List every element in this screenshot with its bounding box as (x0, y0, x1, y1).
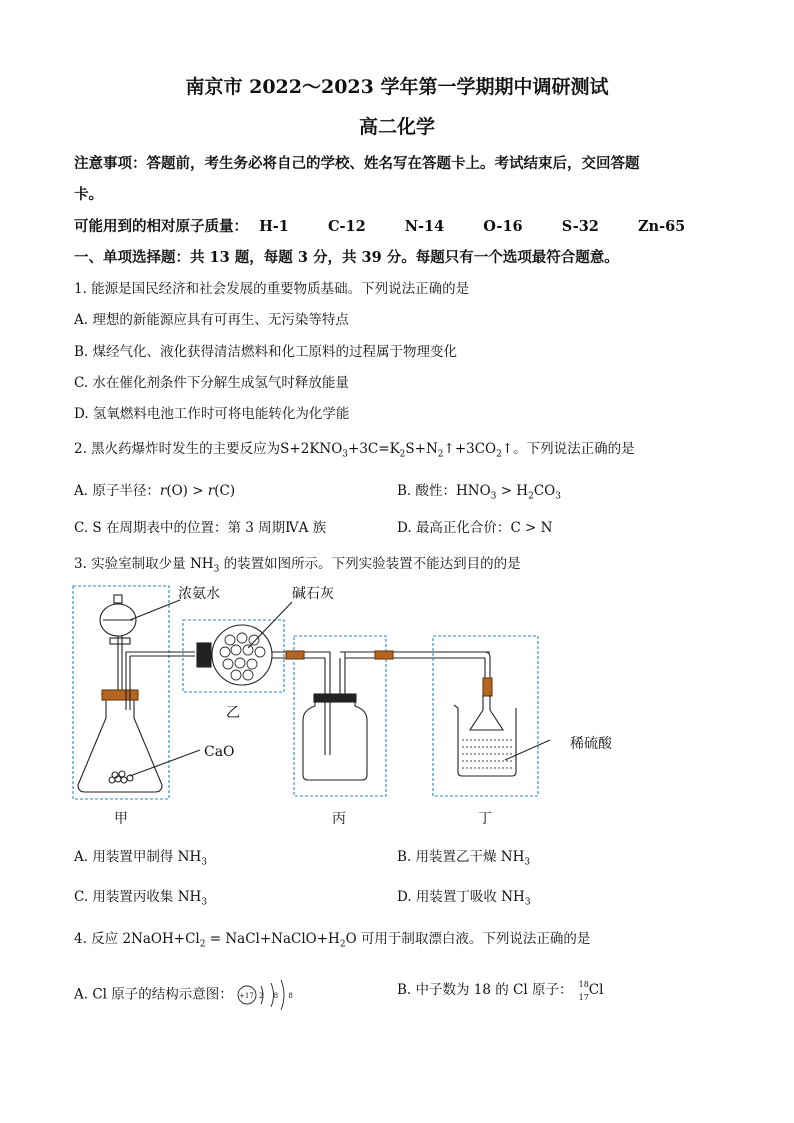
q2-option-c: C. S 在周期表中的位置：第 3 周期ⅣA 族 (74, 520, 327, 536)
label-yi: 乙 (226, 705, 240, 721)
q2-option-d-value: C > N (510, 520, 553, 536)
notice-line-2: 卡。 (74, 186, 103, 203)
atom-structure-icon (237, 978, 301, 1012)
chlorine-isotope (577, 979, 589, 1002)
q2-option-d-label: D. 最高正化合价： (397, 520, 511, 536)
q3-option-c (74, 885, 207, 908)
q2-stem (74, 437, 635, 460)
q2-option-b (397, 479, 561, 502)
q3-stem (74, 552, 521, 575)
q2-equation: $S+2KNO_3+3C=K_2S+N_2↑+3CO_2↑$ (280, 441, 514, 460)
q4-option-a (74, 978, 301, 1012)
q2-option-b-formula: $HNO_3 > H_2CO_3$ (456, 483, 561, 502)
q1-option-a: A. 理想的新能源应具有可再生、无污染等特点 (74, 312, 349, 328)
isotope-number: 17 (578, 992, 589, 1002)
collection-bottle (303, 700, 367, 780)
atomic-masses-label: 可能用到的相对原子质量： (74, 218, 248, 235)
mass-item: C-12 (327, 218, 366, 235)
label-ding: 丁 (478, 811, 492, 827)
label-bing: 丙 (332, 811, 346, 827)
mass-item: Zn-65 (637, 218, 686, 235)
q3-option-b (397, 845, 530, 868)
q4-option-b-label: B. 中子数为 18 的 Cl 原子： (397, 982, 573, 998)
q2-option-a-formula: r(O) > r(C) (159, 483, 236, 499)
isotope-symbol: Cl (588, 982, 604, 998)
label-cao: CaO (204, 744, 235, 760)
q3-option-d-text: D. 用装置丁吸收 (397, 889, 497, 905)
q4-option-b (397, 978, 604, 1002)
q2-option-d (397, 516, 552, 536)
mass-item: H-1 (259, 218, 289, 235)
mass-item: O-16 (483, 218, 523, 235)
q3-option-d-formula: $NH_3$ (496, 889, 531, 908)
atomic-masses (74, 215, 719, 236)
q3-option-c-text: C. 用装置丙收集 (74, 889, 174, 905)
section-heading: 一、单项选择题：共 13 题，每题 3 分，共 39 分。每题只有一个选项最符合题意。 (74, 249, 619, 266)
q3-option-b-formula: $NH_3$ (496, 849, 531, 868)
q3-option-a (74, 845, 207, 868)
page-subtitle: 高二化学 (358, 116, 435, 138)
label-soda-lime: 碱石灰 (292, 586, 334, 602)
label-ammonia: 浓氨水 (178, 586, 220, 602)
q3-stem-suffix: 的装置如图所示。下列实验装置不能达到目的的是 (223, 556, 521, 572)
q4-stem (74, 927, 590, 950)
mass-item: S-32 (561, 218, 599, 235)
q3-option-a-text: A. 用装置甲制得 (74, 849, 174, 865)
q2-option-a-label: A. 原子半径： (74, 483, 160, 499)
mass-item: N-14 (404, 218, 445, 235)
q2-stem-suffix: 。下列说法正确的是 (513, 441, 635, 457)
q2-option-b-label: B. 酸性： (397, 483, 457, 499)
q4-equation: $2NaOH+Cl_2$ = $NaCl+NaClO+H_2O$ (118, 931, 361, 950)
q1-stem: 1. 能源是国民经济和社会发展的重要物质基础。下列说法正确的是 (74, 281, 470, 297)
isotope-mass: 18 (578, 979, 589, 989)
q2-option-a (74, 479, 235, 499)
q3-stem-prefix: 3. 实验室制取少量 (74, 556, 186, 572)
notice-line-1: 注意事项：答题前，考生务必将自己的学校、姓名写在答题卡上。考试结束后，交回答题 (74, 155, 640, 172)
svg-text:2 8 8: 2 8 8 (259, 992, 297, 1000)
conical-flask (78, 698, 162, 792)
label-acid: 稀硫酸 (570, 736, 612, 752)
q3-option-b-text: B. 用装置乙干燥 (397, 849, 497, 865)
q2-stem-prefix: 2. 黑火药爆炸时发生的主要反应为 (74, 441, 281, 457)
q4-stem-suffix: 可用于制取漂白液。下列说法正确的是 (360, 931, 591, 947)
q3-option-c-formula: $NH_3$ (173, 889, 208, 908)
q3-option-d (397, 885, 531, 908)
page-title: 南京市 2022～2023 学年第一学期期中调研测试 (185, 76, 609, 98)
q1-option-c: C. 水在催化剂条件下分解生成氢气时释放能量 (74, 375, 349, 391)
q1-option-b: B. 煤经气化、液化获得清洁燃料和化工原料的过程属于物理变化 (74, 344, 458, 360)
q3-nh3: $NH_3$ (185, 556, 220, 575)
q1-option-d: D. 氢氧燃料电池工作时可将电能转化为化学能 (74, 406, 350, 422)
q4-option-a-label: A. Cl 原子的结构示意图： (74, 986, 233, 1003)
apparatus-diagram (70, 580, 630, 830)
svg-text:+17: +17 (239, 992, 254, 1000)
q4-stem-prefix: 4. 反应 (74, 931, 119, 947)
label-jia: 甲 (114, 811, 128, 827)
q3-option-a-formula: $NH_3$ (173, 849, 207, 868)
